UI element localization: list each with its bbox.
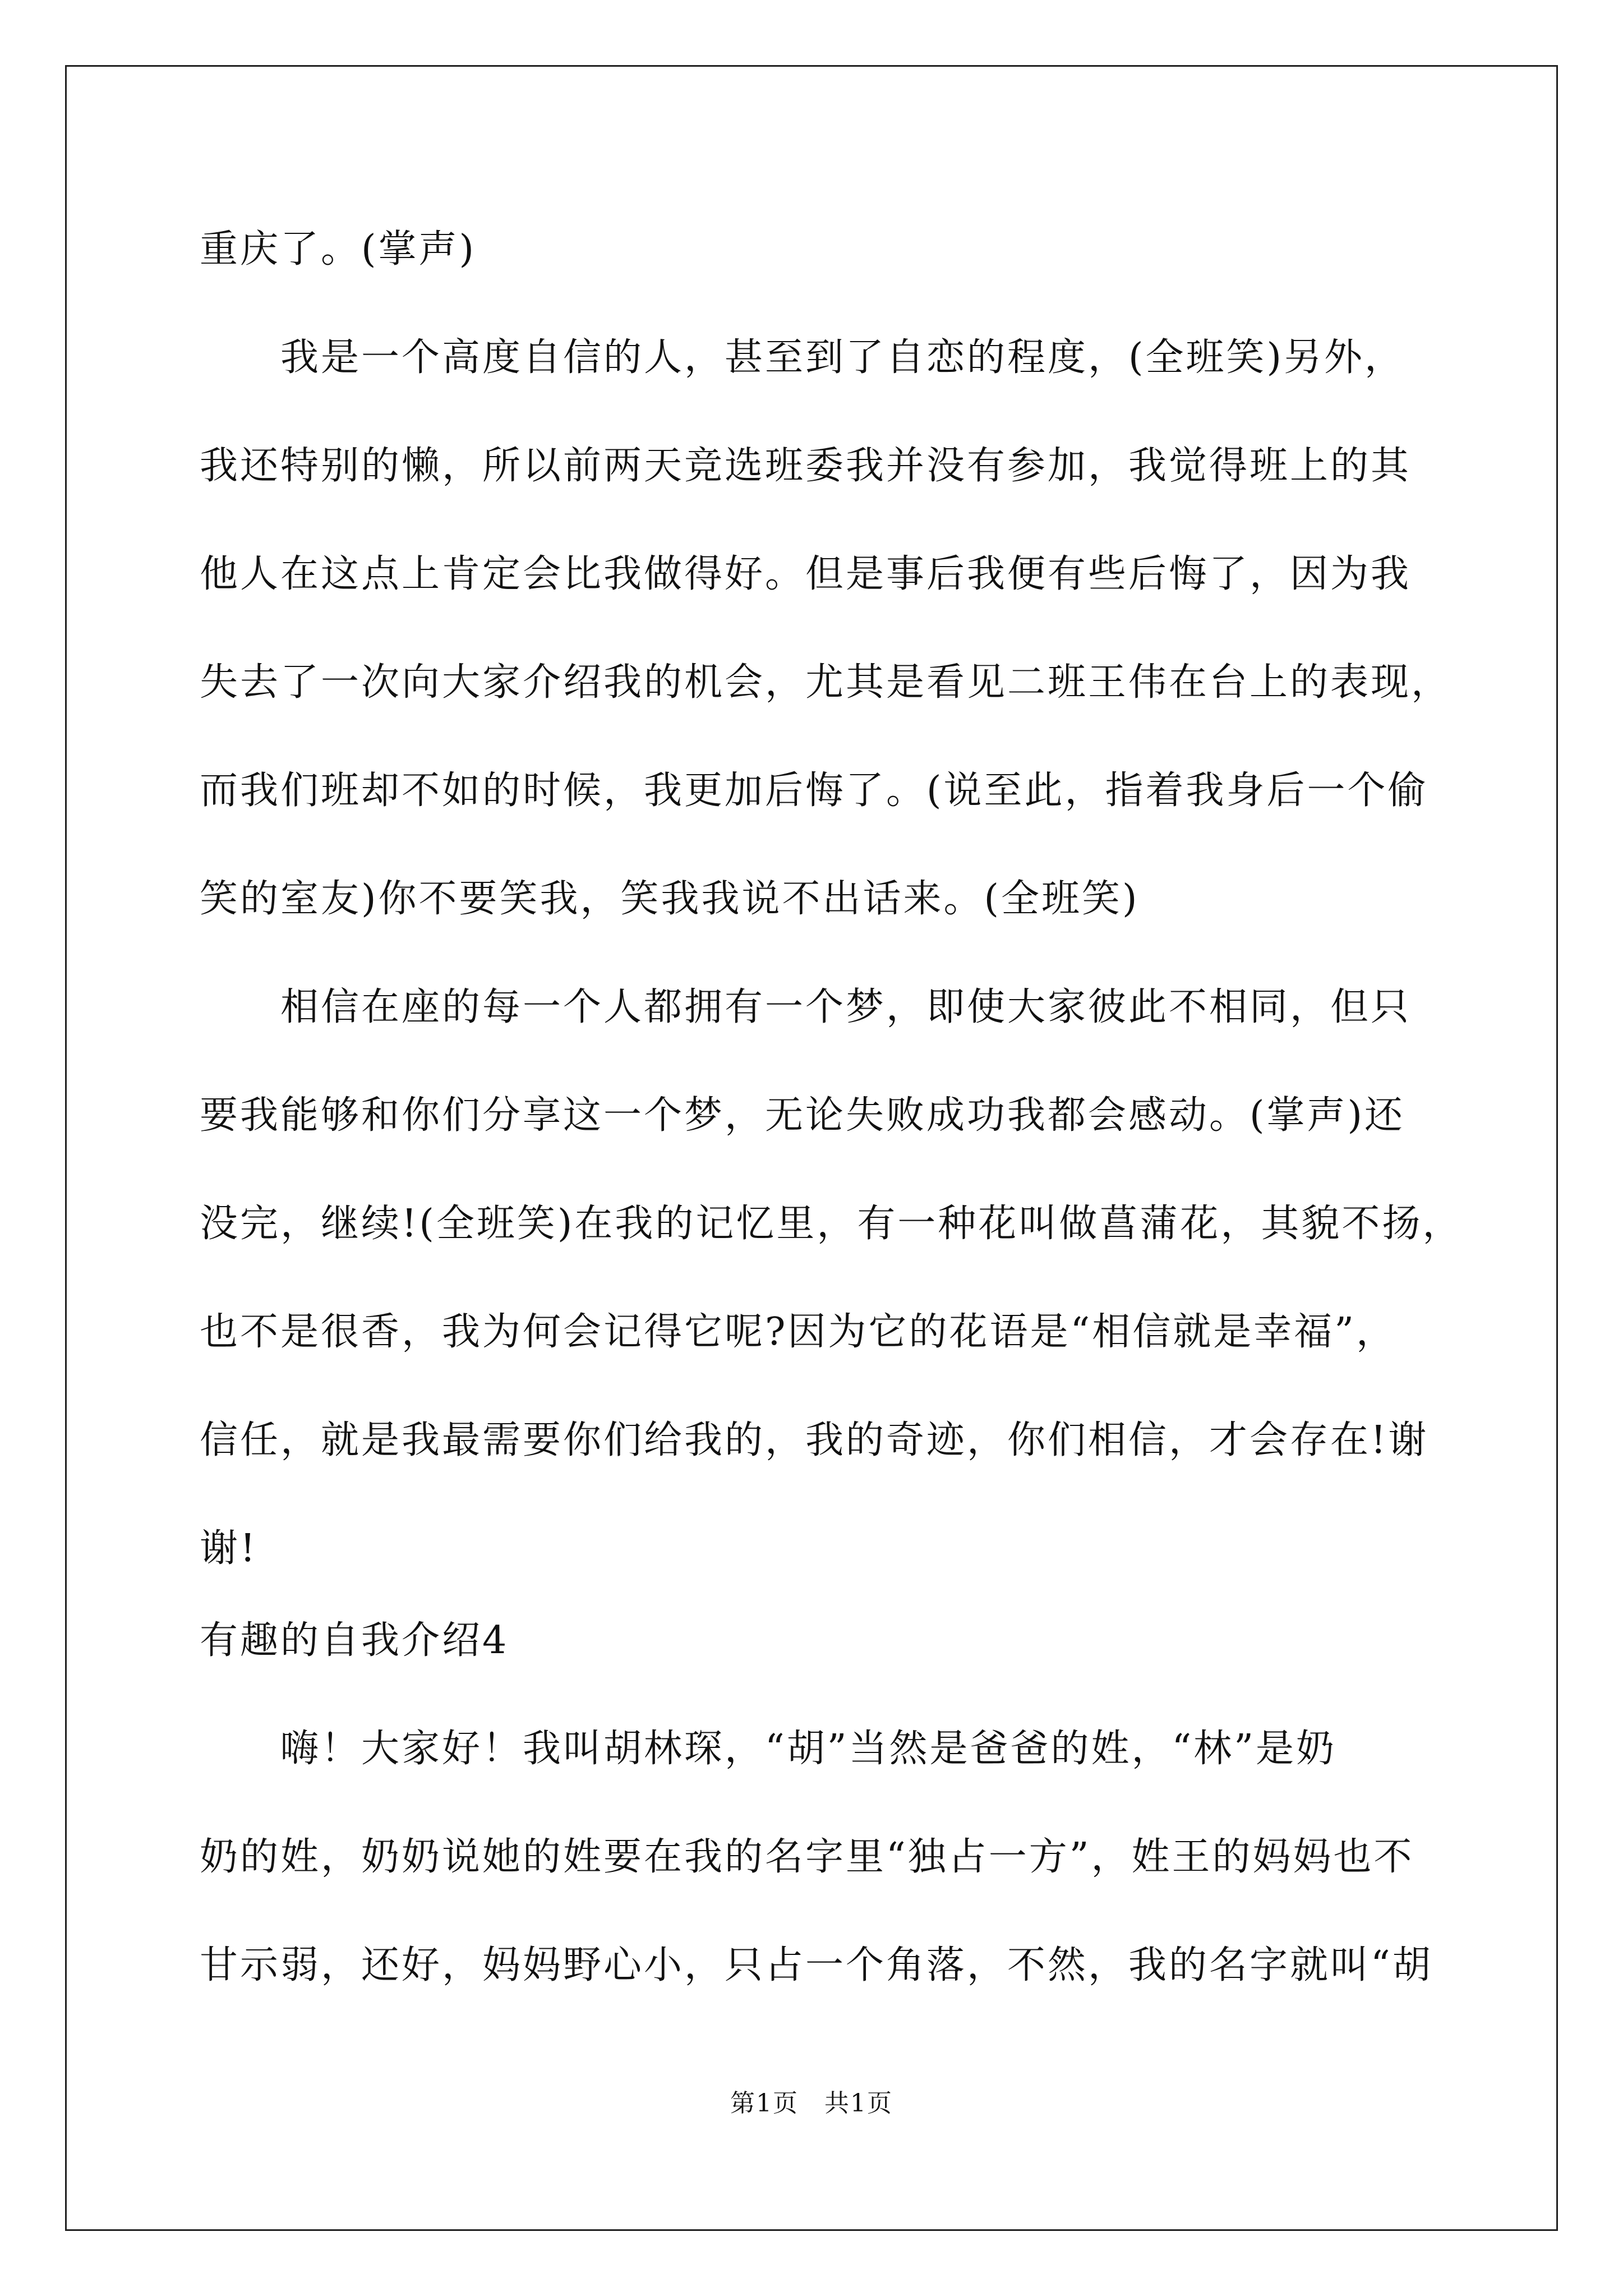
text-line: 也不是很香，我为何会记得它呢?因为它的花语是“相信就是幸福”， (200, 1310, 1396, 1354)
text-line: 信任，就是我最需要你们给我的，我的奇迹，你们相信，才会存在!谢 (200, 1418, 1429, 1462)
text-line: 没完，继续!(全班笑)在我的记忆里，有一种花叫做菖蒲花，其貌不扬， (200, 1202, 1463, 1246)
text-line: 我还特别的懒，所以前两天竞选班委我并没有参加，我觉得班上的其 (200, 444, 1412, 488)
text-line: 要我能够和你们分享这一个梦，无论失败成功我都会感动。(掌声)还 (200, 1093, 1405, 1138)
text-line: 而我们班却不如的时候，我更加后悔了。(说至此，指着我身后一个偷 (200, 769, 1428, 813)
paragraph-first-line: 相信在座的每一个人都拥有一个梦，即使大家彼此不相同，但只 (280, 985, 1412, 1029)
text-line: 甘示弱，还好，妈妈野心小，只占一个角落，不然，我的名字就叫“胡 (200, 1943, 1433, 1987)
text-line: 他人在这点上肯定会比我做得好。但是事后我便有些后悔了，因为我 (200, 552, 1412, 596)
text-line: 笑的室友)你不要笑我，笑我我说不出话来。(全班笑) (200, 877, 1140, 921)
text-line: 重庆了。(掌声) (200, 227, 477, 272)
text-line: 奶的姓，奶奶说她的姓要在我的名字里“独占一方”，姓王的妈妈也不 (200, 1835, 1414, 1879)
page-border (65, 65, 1558, 2231)
section-heading: 有趣的自我介绍4 (200, 1618, 509, 1663)
paragraph-first-line: 我是一个高度自信的人，甚至到了自恋的程度，(全班笑)另外， (280, 335, 1405, 380)
text-line: 失去了一次向大家介绍我的机会，尤其是看见二班王伟在台上的表现， (200, 660, 1452, 705)
text-line: 谢! (200, 1526, 258, 1571)
page-footer: 第1页 共1页 (730, 2089, 893, 2118)
paragraph-first-line: 嗨！大家好！我叫胡林琛，“胡”当然是爸爸的姓，“林”是奶 (280, 1727, 1337, 1771)
